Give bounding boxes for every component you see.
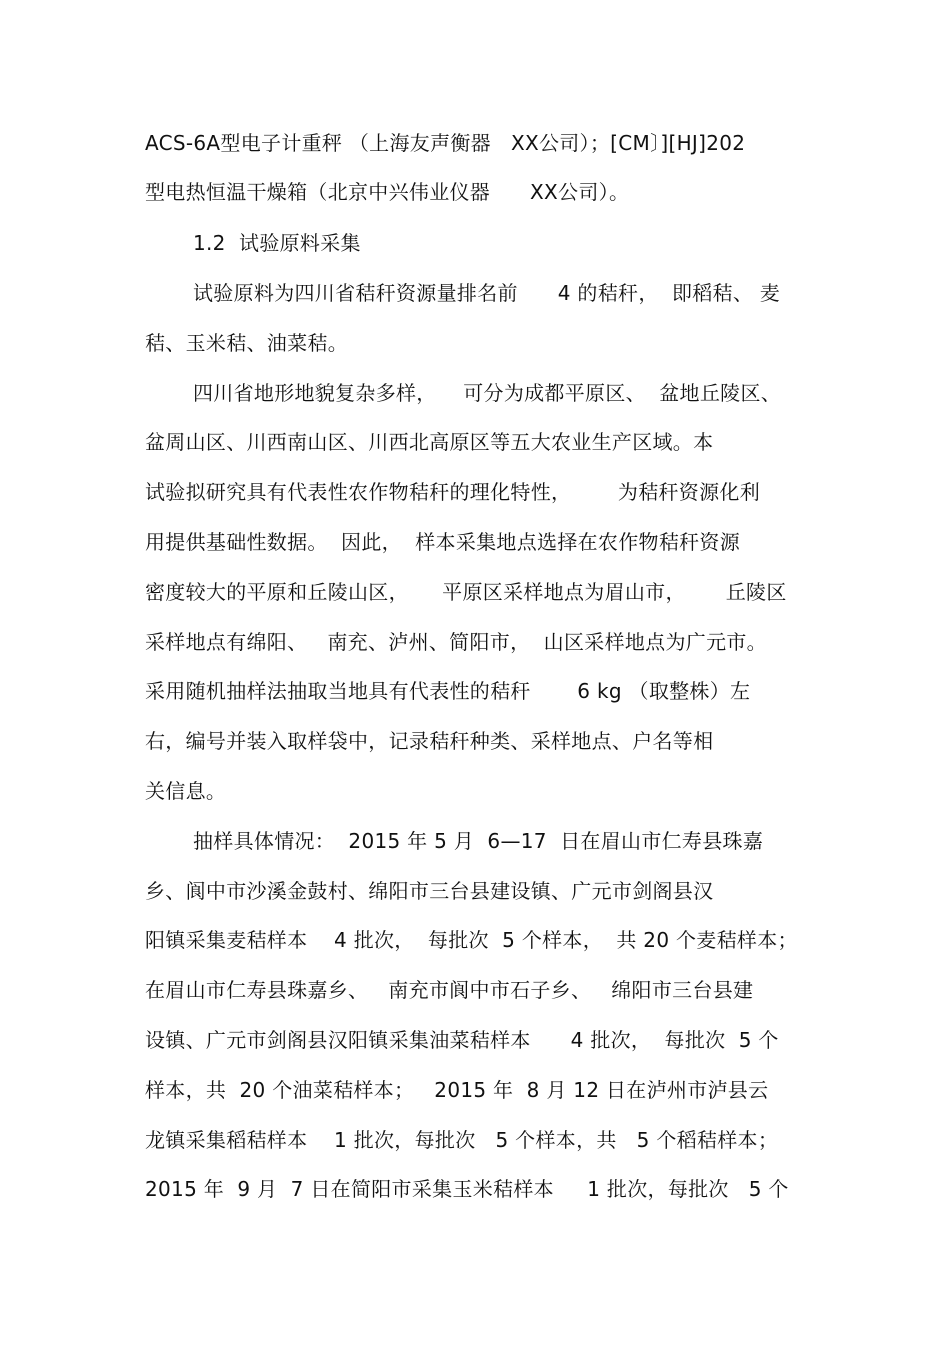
text-line: 用提供基础性数据。 因此， 样本采集地点选择在农作物秸秆资源 bbox=[145, 530, 741, 554]
text-line: 龙镇采集稻秸样本 1 批次，每批次 5 个样本，共 5 个稻秸样本； bbox=[145, 1128, 779, 1152]
text-line: 2015 年 9 月 7 日在简阳市采集玉米秸样本 1 批次，每批次 5 个 bbox=[145, 1177, 789, 1201]
text-line: 抽样具体情况： 2015 年 5 月 6—17 日在眉山市仁寿县珠嘉 bbox=[193, 829, 764, 853]
text-line: 试验原料为四川省秸秆资源量排名前 4 的秸秆， 即稻秸、 麦 bbox=[193, 281, 781, 305]
text-line: 四川省地形地貌复杂多样， 可分为成都平原区、 盆地丘陵区、 bbox=[193, 381, 782, 405]
text-line: ACS-6A型电子计重秤 （上海友声衡器 XX公司）；[CM〕][HJ]202 bbox=[145, 131, 746, 155]
text-line: 采用随机抽样法抽取当地具有代表性的秸秆 6 kg （取整株）左 bbox=[145, 679, 751, 703]
section-heading: 1.2 试验原料采集 bbox=[193, 231, 361, 255]
text-line: 关信息。 bbox=[145, 779, 227, 803]
text-line: 设镇、广元市剑阁县汉阳镇采集油菜秸样本 4 批次， 每批次 5 个 bbox=[145, 1028, 779, 1052]
text-line: 乡、阆中市沙溪金鼓村、绵阳市三台县建设镇、广元市剑阁县汉 bbox=[145, 879, 714, 903]
text-line: 盆周山区、川西南山区、川西北高原区等五大农业生产区域。本 bbox=[145, 430, 714, 454]
text-line: 阳镇采集麦秸样本 4 批次， 每批次 5 个样本， 共 20 个麦秸样本； bbox=[145, 928, 798, 952]
text-line: 右，编号并装入取样袋中，记录秸秆种类、采样地点、户名等相 bbox=[145, 729, 714, 753]
text-line: 型电热恒温干燥箱（北京中兴伟业仪器 XX公司）。 bbox=[145, 180, 630, 204]
text-line: 试验拟研究具有代表性农作物秸秆的理化特性， 为秸秆资源化利 bbox=[145, 480, 761, 504]
text-line: 密度较大的平原和丘陵山区， 平原区采样地点为眉山市， 丘陵区 bbox=[145, 580, 787, 604]
text-line: 秸、玉米秸、油菜秸。 bbox=[145, 331, 348, 355]
text-line: 样本，共 20 个油菜秸样本； 2015 年 8 月 12 日在泸州市泸县云 bbox=[145, 1078, 769, 1102]
text-line: 在眉山市仁寿县珠嘉乡、 南充市阆中市石子乡、 绵阳市三台县建 bbox=[145, 978, 754, 1002]
text-line: 采样地点有绵阳、 南充、泸州、简阳市， 山区采样地点为广元市。 bbox=[145, 630, 767, 654]
